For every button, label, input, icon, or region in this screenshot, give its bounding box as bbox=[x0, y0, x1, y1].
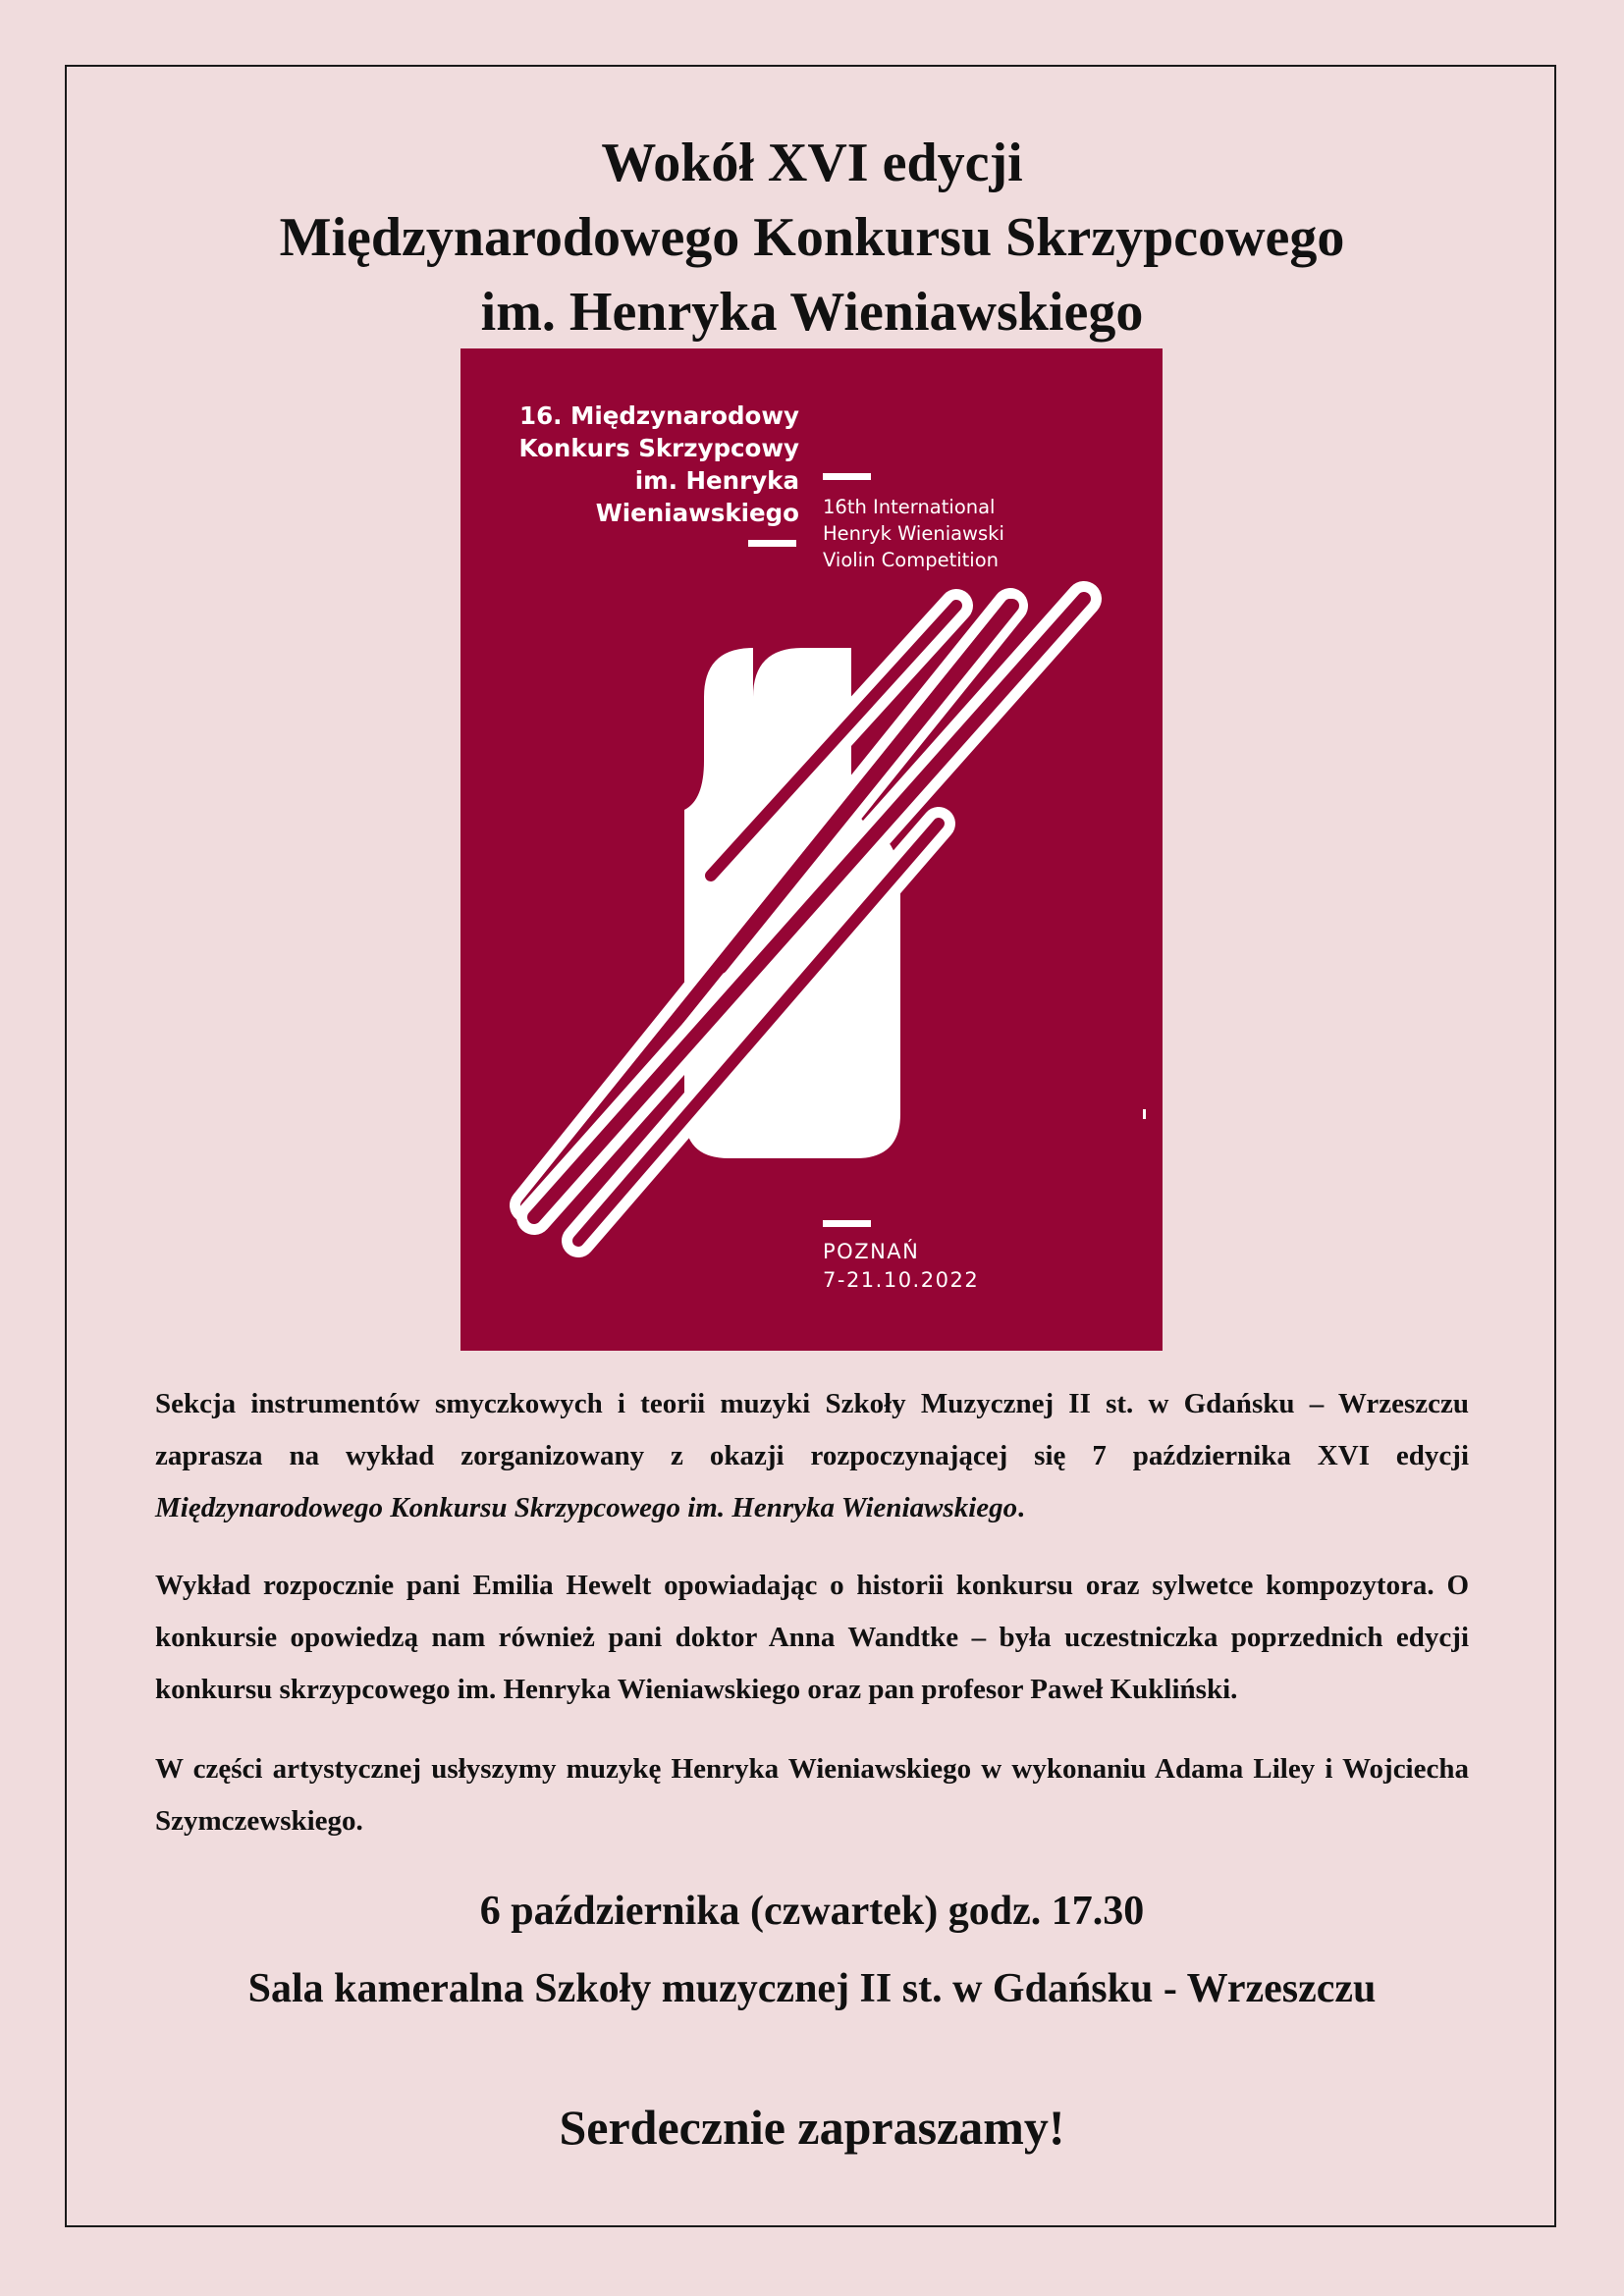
intro-end: . bbox=[1017, 1492, 1025, 1523]
poster-polish-title bbox=[518, 400, 799, 529]
poster-city: POZNAŃ bbox=[823, 1240, 920, 1263]
artistic-paragraph: W części artystycznej usłyszymy muzykę Henryka Wieniawskiego w wykonaniu Adama Liley i Wojciecha Szymczewskiego. bbox=[155, 1753, 1469, 1837]
lecture-paragraph: Wykład rozpocznie pani Emilia Hewelt opowiadając o historii konkursu oraz sylwetce kompozytora. O konkursie opowiedzą nam również pani doktor Anna Wandtke – była uczestniczka poprzednich edycji konkursu skrzypcowego im. Henryka Wieniawskiego oraz pan profesor Paweł Kukliński. bbox=[155, 1570, 1469, 1705]
poster-english-line-2: Henryk Wieniawski bbox=[823, 522, 1004, 545]
poster-polish-line-1: 16. Międzynarodowy bbox=[519, 401, 799, 430]
poster-dates: 7-21.10.2022 bbox=[823, 1268, 980, 1292]
poster-polish-line-2: Konkurs Skrzypcowy bbox=[518, 434, 799, 462]
poster-english-title bbox=[823, 494, 1004, 573]
poster-polish-line-3: im. Henryka bbox=[634, 466, 799, 495]
poster-english-line-1: 16th International bbox=[823, 496, 996, 518]
event-place: Sala kameralna Szkoły muzycznej II st. w Gdańsku - Wrzeszczu bbox=[247, 1966, 1377, 2011]
competition-poster bbox=[460, 348, 1163, 1351]
intro-paragraph bbox=[155, 1378, 1469, 1534]
title-line-2: Międzynarodowego Konkursu Skrzypcowego bbox=[279, 207, 1345, 268]
page-title bbox=[0, 126, 1624, 349]
closing-invitation: Serdecznie zapraszamy! bbox=[559, 2100, 1065, 2155]
poster-polish-line-4: Wieniawskiego bbox=[595, 499, 799, 527]
intro-competition-name: Międzynarodowego Konkursu Skrzypcowego im. Henryka Wieniawskiego bbox=[155, 1492, 1018, 1523]
title-line-3: im. Henryka Wieniawskiego bbox=[480, 282, 1144, 343]
poster-location-dates bbox=[823, 1238, 979, 1295]
event-date: 6 października (czwartek) godz. 17.30 bbox=[479, 1889, 1145, 1934]
intro-text: Sekcja instrumentów smyczkowych i teorii muzyki Szkoły Muzycznej II st. w Gdańsku – Wrzeszczu zaprasza na wykład zorganizowany z okazji rozpoczynającej się 7 października XVI edycji bbox=[155, 1388, 1469, 1471]
title-line-1: Wokół XVI edycji bbox=[601, 133, 1023, 193]
poster-english-line-3: Violin Competition bbox=[823, 549, 999, 571]
